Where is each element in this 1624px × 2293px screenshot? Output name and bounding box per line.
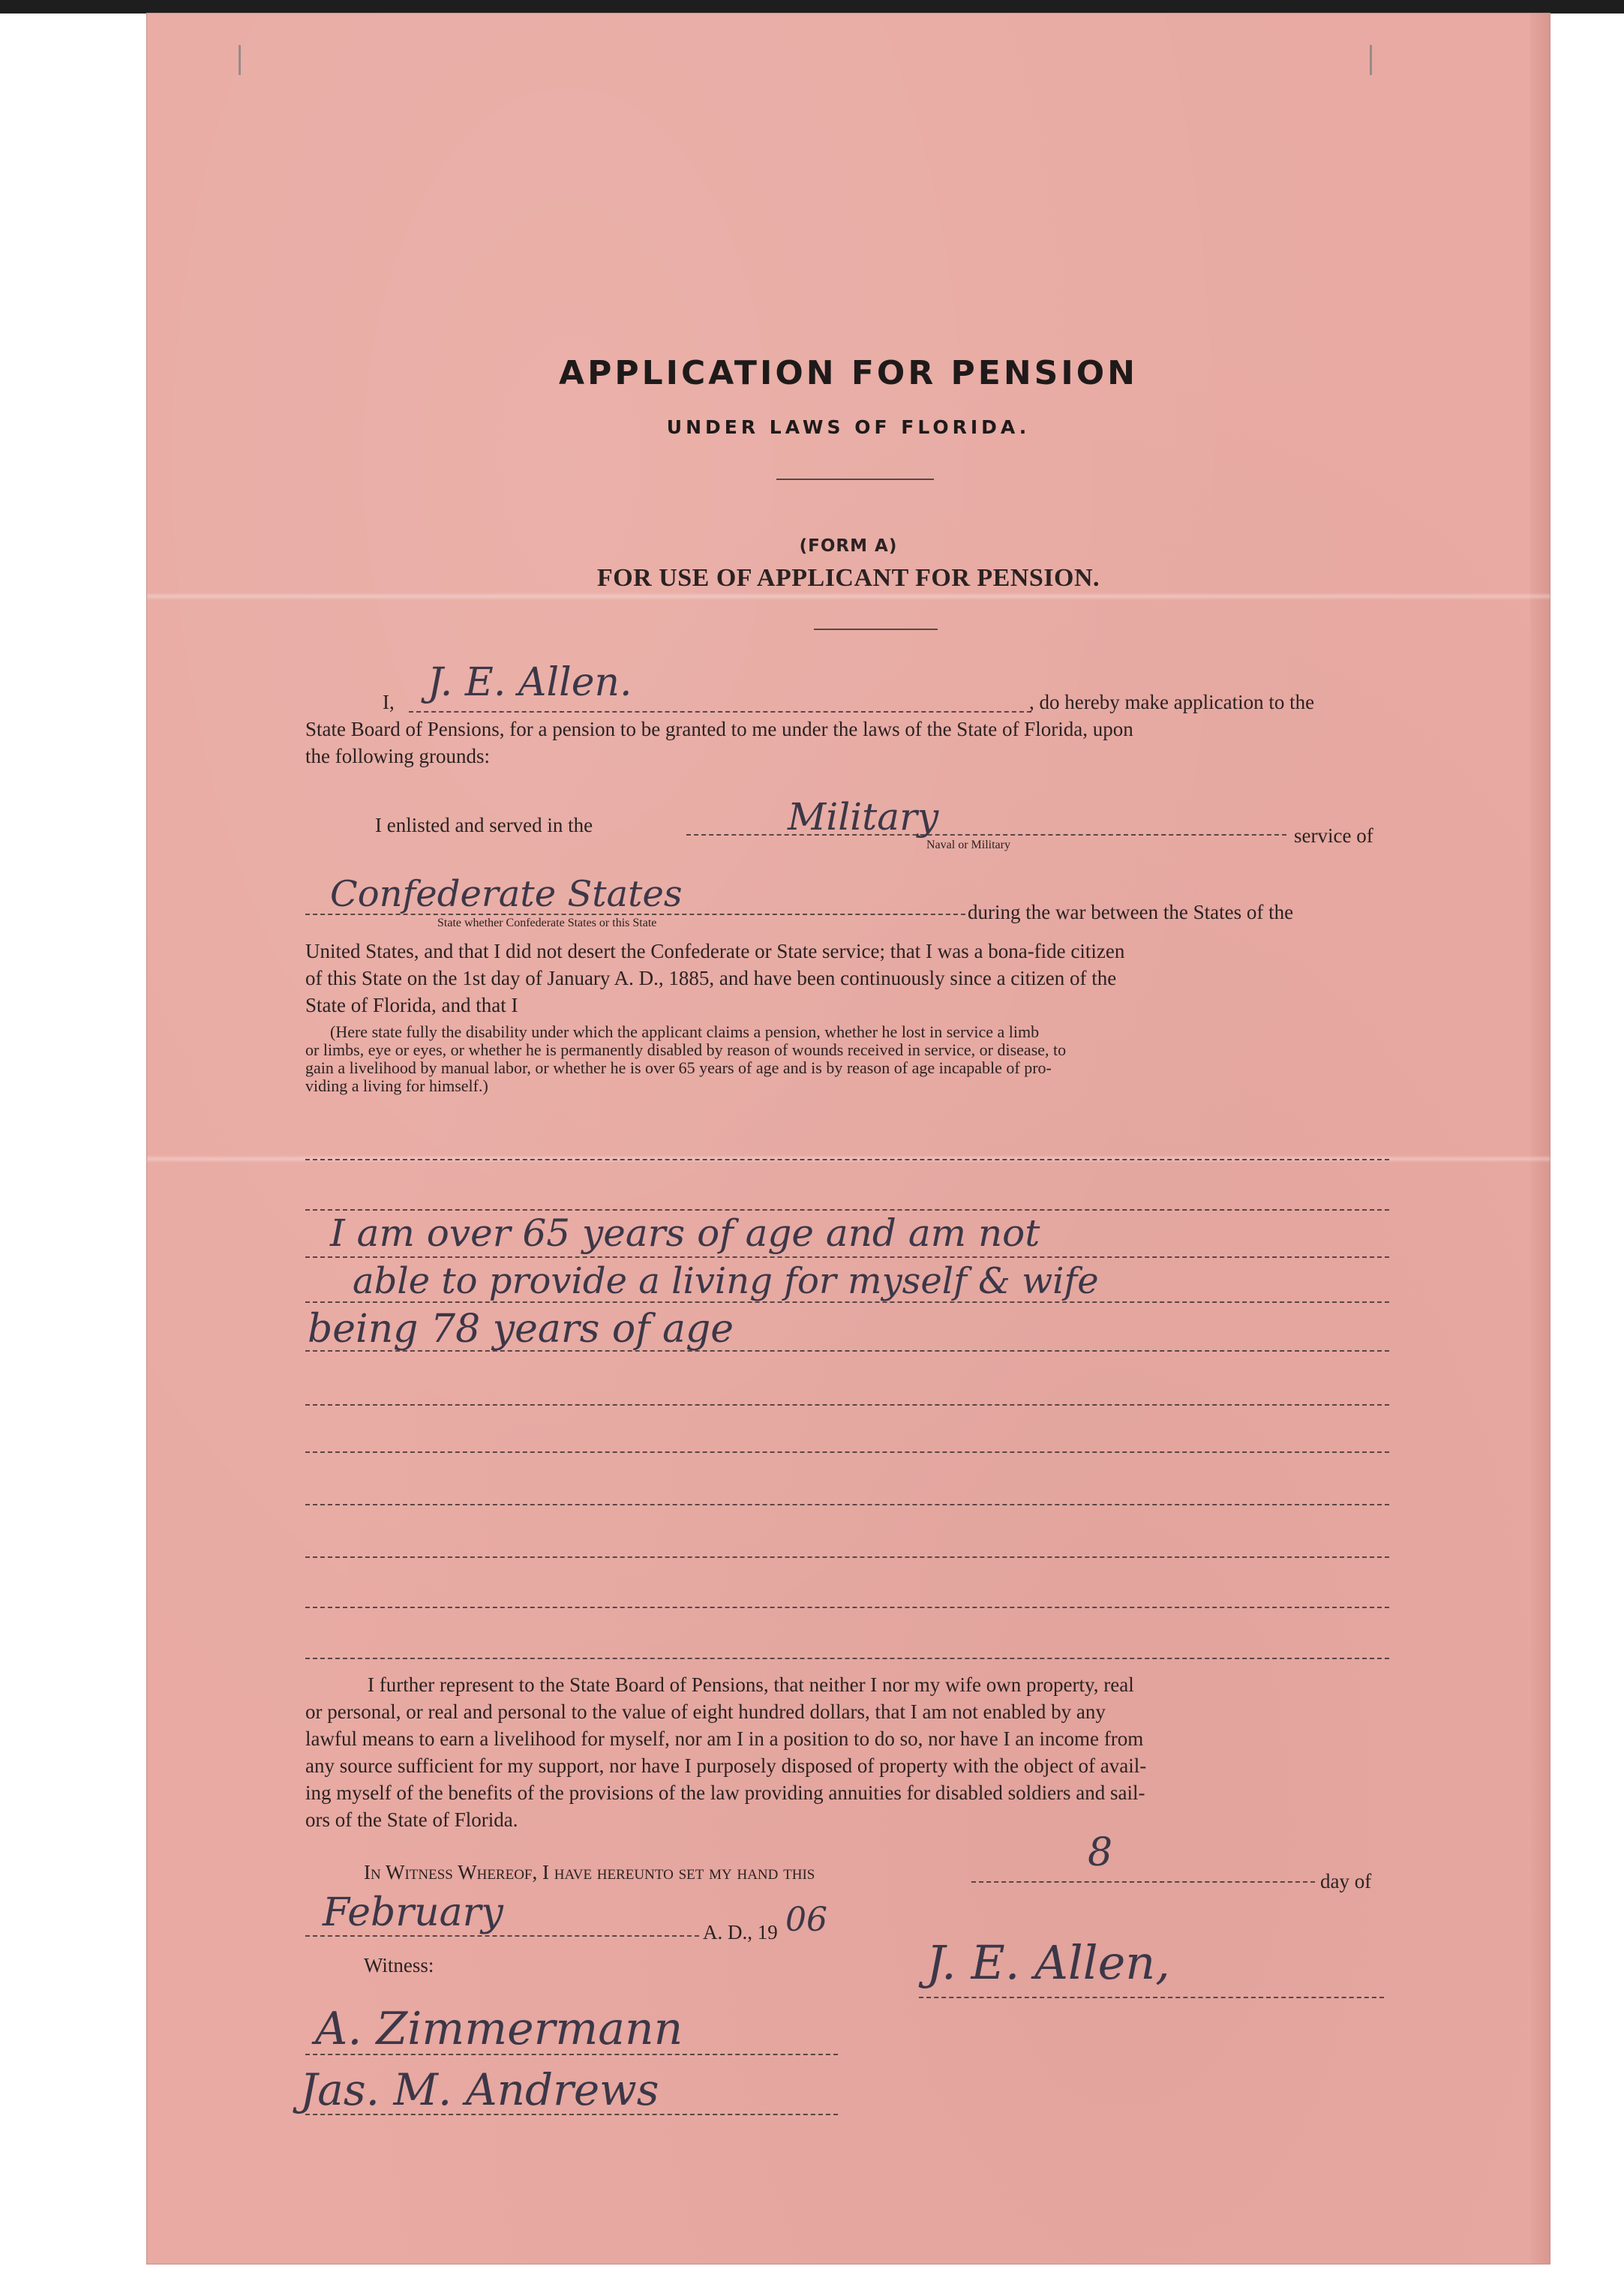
intro-prefix: I, (383, 691, 395, 713)
disability-statement: being 78 years of age (308, 1307, 734, 1352)
paper-edge (1530, 14, 1550, 2264)
signing-year: 06 (785, 1901, 827, 1939)
answer-line (305, 1658, 1389, 1659)
divider (776, 479, 934, 480)
answer-line (305, 1404, 1389, 1406)
body-line: of this State on the 1st day of January A. D., 1885, and have been continuously since a citizen of the (305, 967, 1117, 989)
branch-caption: Naval or Military (926, 839, 1010, 851)
paper-fold (147, 593, 1550, 600)
answer-line (305, 1504, 1389, 1505)
day-line (971, 1881, 1315, 1883)
ad-text: A. D., 19 (703, 1921, 778, 1943)
applicant-name: J. E. Allen. (428, 660, 632, 705)
body-line: State of Florida, and that I (305, 994, 518, 1016)
form-subtitle: UNDER LAWS OF FLORIDA. (666, 416, 1031, 438)
intro-line: State Board of Pensions, for a pension to be granted to me under the laws of the State of Florida, upon (305, 718, 1133, 740)
instruction-line: or limbs, eye or eyes, or whether he is permanently disabled by reason of wounds received in service, or disease, to (305, 1040, 1067, 1059)
answer-line (305, 1256, 1389, 1258)
intro-suffix: , do hereby make application to the (1029, 691, 1315, 713)
signature-line (919, 1997, 1384, 1998)
answer-line (305, 1607, 1389, 1608)
instruction-line: viding a living for himself.) (305, 1076, 488, 1095)
instruction-line: gain a livelihood by manual labor, or whether he is over 65 years of age and is by reason of age incapable of pro- (305, 1058, 1052, 1077)
binding-hole-mark (239, 45, 248, 75)
month-line (305, 1935, 699, 1937)
signing-day: 8 (1088, 1830, 1113, 1875)
divider (814, 629, 938, 630)
scan-top-border (0, 0, 1624, 14)
branch-line (686, 834, 1286, 836)
instruction-line: (Here state fully the disability under which the applicant claims a pension, whether he lost in service a limb (330, 1022, 1040, 1041)
witness-signature: Jas. M. Andrews (300, 2064, 659, 2115)
form-label: (FORM A) (799, 536, 898, 556)
representation-line: ors of the State of Florida. (305, 1808, 518, 1831)
representation-line: or personal, or real and personal to the value of eight hundred dollars, that I am not enabled by any (305, 1700, 1106, 1723)
body-line: United States, and that I did not desert the Confederate or State service; that I was a bona-fide citizen (305, 940, 1125, 962)
service-state: Confederate States (330, 873, 683, 915)
form-title: APPLICATION FOR PENSION (559, 354, 1138, 392)
signing-month: February (323, 1890, 503, 1935)
answer-line (305, 1556, 1389, 1558)
representation-line: any source sufficient for my support, nor have I purposely disposed of property with the object of avail- (305, 1754, 1147, 1777)
disability-statement: able to provide a living for myself & wife (353, 1260, 1099, 1302)
service-branch: Military (788, 795, 939, 839)
intro-line: the following grounds: (305, 745, 490, 767)
answer-line (305, 1159, 1389, 1160)
representation-line: lawful means to earn a livelihood for myself, nor am I in a position to do so, nor have I an income from (305, 1727, 1144, 1750)
state-caption: State whether Confederate States or this State (437, 917, 657, 929)
disability-statement: I am over 65 years of age and am not (330, 1211, 1040, 1255)
service-suffix: service of (1294, 824, 1373, 847)
binding-hole-mark (1370, 45, 1379, 75)
day-of-text: day of (1320, 1870, 1372, 1892)
applicant-signature: J. E. Allen, (926, 1935, 1170, 1990)
witness-signature: A. Zimmermann (315, 2003, 683, 2055)
witness-label: Witness: (364, 1954, 434, 1976)
answer-line (305, 1209, 1389, 1211)
name-line (409, 711, 1031, 713)
witness-whereof-text: In Witness Whereof, I have hereunto set my hand this (364, 1861, 815, 1883)
representation-line: I further represent to the State Board of Pensions, that neither I nor my wife own property, real (368, 1673, 1134, 1696)
form-purpose: FOR USE OF APPLICANT FOR PENSION. (596, 564, 1100, 592)
state-suffix: during the war between the States of the (968, 901, 1294, 923)
service-prefix: I enlisted and served in the (375, 814, 593, 836)
representation-line: ing myself of the benefits of the provisions of the law providing annuities for disabled soldiers and sail- (305, 1781, 1145, 1804)
answer-line (305, 1451, 1389, 1453)
